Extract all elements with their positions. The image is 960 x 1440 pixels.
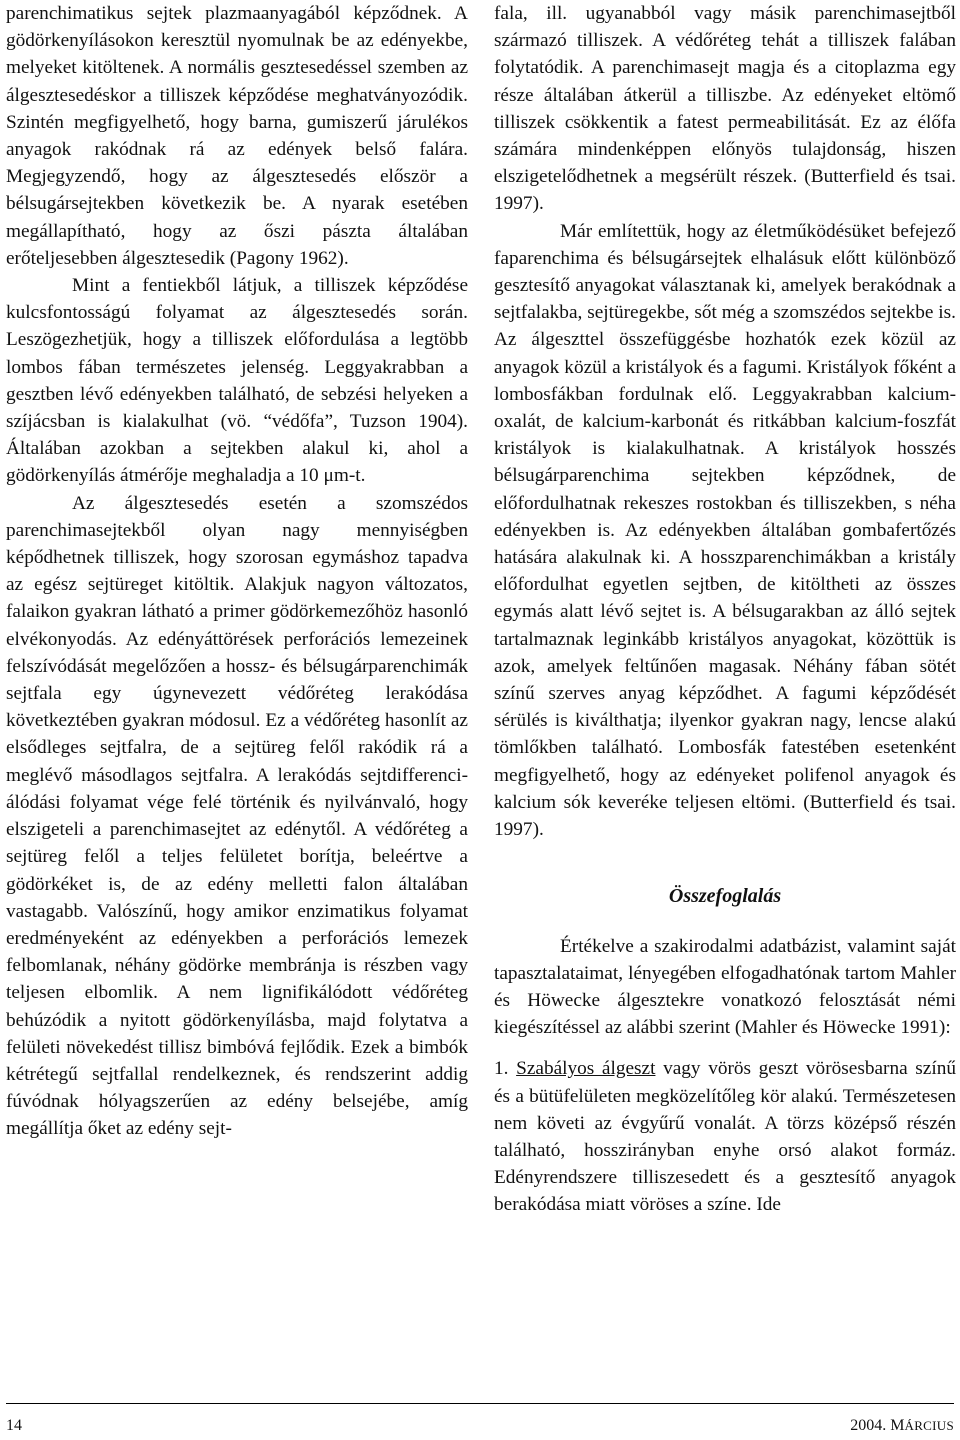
list-number: 1. [494,1058,509,1080]
list-term: Szabályos álgeszt [516,1058,656,1080]
issue-month-rest: ÁRCIUS [904,1418,954,1433]
issue-year: 2004. M [850,1417,905,1434]
left-paragraph-2: Mint a fentiekből látjuk, a tilliszek képződése kulcsfontosságú folyamat az álgesztesedés során. Leszögezhetjük, hogy a tilliszek előfordulása a legtöbb lombos fában természetes jelenség. Leggyakrabban a gesztben lévő edényekben található, de sebzési helyeken a szíjácsban is kialakulhat (vö. “védőfa”, Tuzson 1904). Általában azokban a sejtekben alakul ki, ahol a gödörkenyílás átmérője meghaladja a 10 μm-t. [6,275,468,487]
right-paragraph-3: Értékelve a szakirodalmi adatbázist, valamint saját tapasztalataimat, lényegében elfogadhatónak tartom Mahler és Höwecke álgesztekre vonatkozó felosztását némi kiegészítéssel az alábbi szerint (Mahler és Höwecke 1991): [494,935,956,1039]
section-heading: Összefoglalás [668,885,782,908]
issue-date [850,1417,954,1435]
right-paragraph-2: Már említettük, hogy az életműködésüket befejező faparenchima és bélsugársejtek elhalásuk előtt különböző gesztesítő anyagokat választanak ki, amelyek berakódnak a sejtfalakba, sejtüregekbe, sőt még a szomszédos sejtekbe is. Az álgeszttel összefüggésbe hozhatók ezek közül az anyagok közül a kristályok és a fagumi. Kristályok főként a lombosfákban fordulnak elő. Leggyakrabban kalcium-oxalát, de kalcium-karbonát és ritkábban kalcium-foszfát kristályok is kialakulhatnak. A kristályok hosszés bélsugárparenchima sejtekben képződnek, de előfordulhatnak rekeszes rostokban és tilliszekben, s néha edényekben is. Az edényekben általában gombafertőzés hatására alakulnak ki. A hosszparenchimákban a kristály előfordulhat egyetlen sejtben, de kitöltheti az összes egymás alatt lévő sejtet is. A bélsugarakban az álló sejtek tartalmaznak leginkább kristályos anyagokat, közöttük is azok, amelyek feltűnően magasak. Néhány fában sötét színű szerves anyag képződhet. A fagumi képződését sérülés is kiválthatja; ilyenkor gyakran nagy, lencse alakú tömlőkben található. Lombosfák fatestében esetenként megfigyelhető, hogy az edényeket polifenol anyagok és kalcium sók keveréke teljesen eltömi. (Butterfield és tsai. 1997). [494,220,956,841]
footer-rule [6,1403,954,1404]
left-paragraph-3: Az álgesztesedés esetén a szomszédos parenchimasejtekből olyan nagy mennyiségben képődhetnek tilliszek, hogy szorosan egymáshoz tapadva az egész sejtüreget kitöltik. Alakjuk nagyon változatos, falaikon gyakran látható a primer gödörkemezőhöz hasonló elvékonyodás. Az edényáttörések perforációs lemezeinek felszívódását megelőzően a hossz- és bélsugárparenchimák sejtfala egy úgynevezett védőréteg lerakódása következtében gyakran módosul. Ez a védőréteg hasonlít az elsődleges sejtfalra, de a sejtüreg felől rakódik rá a meglévő másodlagos sejtfalra. A lerakódás sejtdifferenciálódási folyamat vége felé történik és nyilvánvaló, hogy elszigeteli a parenchimasejtet az edénytől. A védőréteg a sejtüreg felől a teljes felületet borítja, beleértve a gödörkéket is, de az edény melletti falon általában vastagabb. Valószínű, hogy amikor enzimatikus folyamat eredményeként az edényekben a perforációs lemezek felbomlanak, néhány gödörke membránja is részben vagy teljesen elbomlik. A nem lignifikálódott védőréteg behúzódik a nyitott gödörkenyílásba, majd folytatva a felületi növekedést tillisz bimbóvá fejlődik. Ezek a bimbók kétrétegű sejtfallal rendelkeznek, és rendszerint addig fúvódnak hólyagszerűen az edény belsejébe, amíg megállítja őket az edény sejt- [6,492,468,1140]
left-paragraph-1: parenchimatikus sejtek plazmaanyagából képződnek. A gödörkenyílásokon keresztül nyomulnak be az edényekbe, melyeket kitöltenek. A normális gesztesedéssel szemben az álgesztesedéskor a tilliszek képződése meghatványozódik. Szintén megfigyelhető, hogy barna, gumiszerű járulékos anyagok rakódnak rá az edények belső falára. Megjegyzendő, hogy az álgesztesedés először a bélsugársejtekben következik be. A nyarak esetében megállapítható, hogy az őszi pászta általában erőteljesebben álgesztesedik (Pagony 1962). [6,3,468,269]
left-column [6,0,468,1143]
right-column [494,0,956,1219]
list-text: vagy vörös geszt vörösesbarna színű és a bütüfelületen megközelítőleg kör alakú. Természetesen nem követi az évgyűrű vonalát. A törzs középső részén található, hosszirányban enyhe orsó alakot formáz. Edényrendszere tilliszesedett és a gesztesítő anyagok berakódása miatt vöröses a színe. Ide [494,1058,956,1216]
list-item [494,1055,956,1218]
right-paragraph-1: fala, ill. ugyanabból vagy másik parenchimasejtből származó tilliszek. A védőréteg tehát a tilliszek falában folytatódik. A parenchimasejt magja és a citoplazma egy része általában átkerül a tilliszbe. Az edényeket eltömő tilliszek csökkentik a fatest permeabilitását. Ez az élőfa számára mindenképpen előnyös tulajdonság, hiszen elszigetelődhetnek a megsérült részek. (Butterfield és tsai. 1997). [494,3,956,215]
page-number: 14 [6,1417,22,1434]
